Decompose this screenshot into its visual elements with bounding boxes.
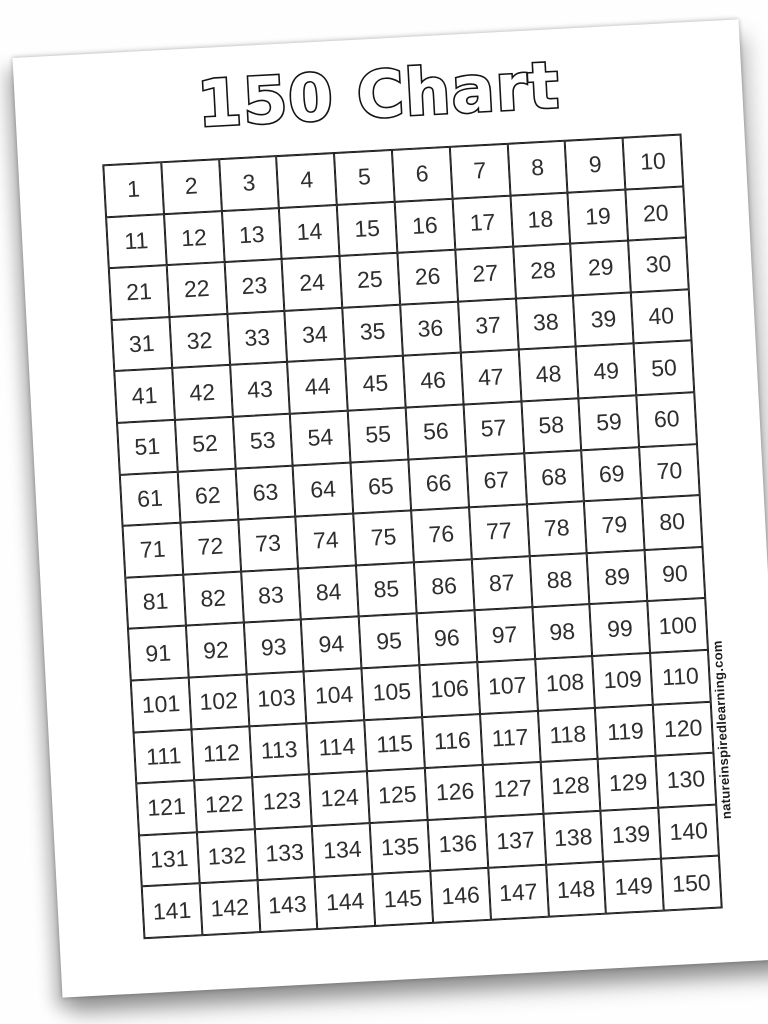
grid-cell: 137 [485, 814, 545, 869]
grid-cell: 96 [417, 611, 477, 666]
grid-cell: 93 [243, 620, 303, 675]
watermark-text: natureinspiredlearning.com [709, 639, 734, 820]
grid-cell: 49 [576, 344, 636, 399]
grid-cell: 23 [224, 259, 284, 314]
grid-cell: 40 [631, 289, 691, 344]
grid-cell: 5 [334, 150, 394, 205]
grid-cell: 87 [472, 556, 532, 611]
grid-cell: 16 [395, 198, 455, 253]
grid-cell: 118 [538, 708, 598, 763]
grid-cell: 62 [178, 468, 238, 523]
grid-cell: 34 [285, 308, 345, 363]
grid-cell: 145 [373, 871, 433, 926]
grid-cell: 45 [345, 356, 405, 411]
grid-cell: 22 [167, 262, 227, 317]
grid-cell: 26 [397, 250, 457, 305]
grid-cell: 42 [172, 365, 232, 420]
grid-cell: 148 [546, 862, 606, 917]
grid-cell: 12 [164, 211, 224, 266]
grid-cell: 58 [521, 398, 581, 453]
grid-cell: 125 [367, 768, 427, 823]
grid-cell: 88 [529, 553, 589, 608]
grid-cell: 73 [238, 517, 298, 572]
grid-cell: 72 [180, 520, 240, 575]
grid-cell: 134 [312, 823, 372, 878]
grid-cell: 140 [658, 804, 718, 859]
grid-cell: 51 [117, 420, 177, 475]
grid-cell: 15 [337, 201, 397, 256]
grid-cell: 46 [403, 353, 463, 408]
grid-cell: 17 [452, 195, 512, 250]
grid-cell: 3 [219, 156, 279, 211]
grid-cell: 31 [112, 317, 172, 372]
grid-cell: 25 [340, 253, 400, 308]
grid-cell: 94 [301, 617, 361, 672]
grid-cell: 149 [603, 859, 663, 914]
grid-cell: 144 [315, 874, 375, 929]
grid-cell: 113 [249, 723, 309, 778]
grid-cell: 28 [513, 244, 573, 299]
grid-cell: 60 [636, 392, 696, 447]
grid-cell: 9 [565, 138, 625, 193]
grid-cell: 50 [634, 341, 694, 396]
grid-cell: 19 [568, 189, 628, 244]
grid-cell: 13 [221, 208, 281, 263]
grid-cell: 75 [353, 511, 413, 566]
grid-cell: 29 [571, 241, 631, 296]
grid-cell: 142 [199, 881, 259, 936]
grid-cell: 36 [400, 301, 460, 356]
grid-cell: 7 [450, 144, 510, 199]
grid-cell: 53 [232, 414, 292, 469]
grid-cell: 39 [573, 292, 633, 347]
grid-cell: 21 [109, 265, 169, 320]
worksheet-paper [12, 19, 768, 997]
grid-cell: 11 [106, 214, 166, 269]
grid-cell: 92 [186, 623, 246, 678]
grid-cell: 41 [114, 368, 174, 423]
grid-cell: 30 [628, 238, 688, 293]
grid-cell: 14 [279, 205, 339, 260]
grid-cell: 128 [540, 759, 600, 814]
grid-cell: 114 [307, 720, 367, 775]
grid-cell: 43 [230, 362, 290, 417]
grid-cell: 67 [466, 453, 526, 508]
grid-cell: 119 [595, 704, 655, 759]
grid-cell: 64 [293, 462, 353, 517]
grid-cell: 6 [392, 147, 452, 202]
grid-cell: 135 [370, 820, 430, 875]
grid-cell: 83 [241, 568, 301, 623]
grid-cell: 124 [309, 771, 369, 826]
grid-cell: 52 [175, 417, 235, 472]
grid-cell: 101 [131, 678, 191, 733]
grid-cell: 71 [123, 523, 183, 578]
grid-cell: 35 [342, 305, 402, 360]
grid-cell: 18 [510, 192, 570, 247]
grid-cell: 111 [134, 729, 194, 784]
grid-cell: 122 [194, 777, 254, 832]
grid-cell: 85 [356, 562, 416, 617]
grid-cell: 136 [428, 817, 488, 872]
grid-cell: 127 [483, 762, 543, 817]
grid-cell: 10 [623, 135, 683, 190]
page-title: 150 Chart [195, 48, 562, 143]
number-grid [102, 134, 722, 940]
grid-cell: 105 [362, 665, 422, 720]
grid-cell: 117 [480, 711, 540, 766]
grid-cell: 56 [406, 404, 466, 459]
grid-cell: 20 [626, 186, 686, 241]
grid-cell: 4 [276, 153, 336, 208]
grid-cell: 32 [169, 314, 229, 369]
grid-cell: 150 [661, 856, 721, 911]
grid-cell: 100 [647, 598, 707, 653]
grid-cell: 99 [590, 601, 650, 656]
grid-cell: 37 [458, 298, 518, 353]
grid-cell: 78 [527, 501, 587, 556]
grid-cell: 89 [587, 550, 647, 605]
grid-cell: 98 [532, 604, 592, 659]
grid-cell: 74 [296, 514, 356, 569]
grid-cell: 146 [430, 868, 490, 923]
grid-cell: 1 [103, 162, 163, 217]
grid-cell: 133 [254, 826, 314, 881]
grid-cell: 138 [543, 811, 603, 866]
grid-cell: 102 [188, 674, 248, 729]
grid-cell: 141 [142, 884, 202, 939]
grid-cell: 33 [227, 311, 287, 366]
grid-cell: 116 [422, 714, 482, 769]
grid-cell: 110 [650, 650, 710, 705]
grid-cell: 121 [136, 781, 196, 836]
grid-cell: 106 [419, 662, 479, 717]
grid-cell: 91 [128, 626, 188, 681]
grid-cell: 24 [282, 256, 342, 311]
grid-cell: 66 [408, 456, 468, 511]
grid-cell: 108 [535, 656, 595, 711]
grid-cell: 81 [125, 574, 185, 629]
grid-cell: 143 [257, 877, 317, 932]
grid-cell: 104 [304, 668, 364, 723]
grid-cell: 79 [584, 498, 644, 553]
grid-cell: 126 [425, 765, 485, 820]
grid-cell: 69 [582, 447, 642, 502]
grid-cell: 38 [516, 295, 576, 350]
grid-cell: 86 [414, 559, 474, 614]
grid-cell: 55 [348, 408, 408, 463]
grid-cell: 139 [601, 807, 661, 862]
grid-cell: 90 [645, 547, 705, 602]
grid-cell: 82 [183, 571, 243, 626]
grid-cell: 2 [161, 159, 221, 214]
grid-cell: 59 [579, 395, 639, 450]
grid-cell: 147 [488, 865, 548, 920]
grid-cell: 48 [518, 347, 578, 402]
grid-cell: 77 [469, 504, 529, 559]
grid-cell: 8 [507, 141, 567, 196]
grid-cell: 109 [593, 653, 653, 708]
grid-cell: 107 [477, 659, 537, 714]
grid-cell: 68 [524, 450, 584, 505]
grid-cell: 65 [351, 459, 411, 514]
grid-cell: 63 [235, 465, 295, 520]
grid-cell: 129 [598, 756, 658, 811]
grid-cell: 120 [653, 701, 713, 756]
grid-cell: 115 [364, 717, 424, 772]
grid-cell: 47 [461, 350, 521, 405]
grid-cell: 95 [359, 614, 419, 669]
grid-cell: 84 [298, 565, 358, 620]
grid-cell: 103 [246, 671, 306, 726]
grid-cell: 123 [252, 774, 312, 829]
grid-cell: 54 [290, 411, 350, 466]
grid-cell: 131 [139, 832, 199, 887]
grid-cell: 132 [197, 829, 257, 884]
grid-cell: 61 [120, 471, 180, 526]
grid-cell: 44 [287, 359, 347, 414]
grid-cell: 70 [639, 444, 699, 499]
grid-cell: 80 [642, 495, 702, 550]
grid-cell: 57 [463, 401, 523, 456]
grid-cell: 112 [191, 726, 251, 781]
grid-cell: 130 [656, 753, 716, 808]
grid-cell: 27 [455, 247, 515, 302]
grid-cell: 76 [411, 508, 471, 563]
grid-cell: 97 [474, 608, 534, 663]
